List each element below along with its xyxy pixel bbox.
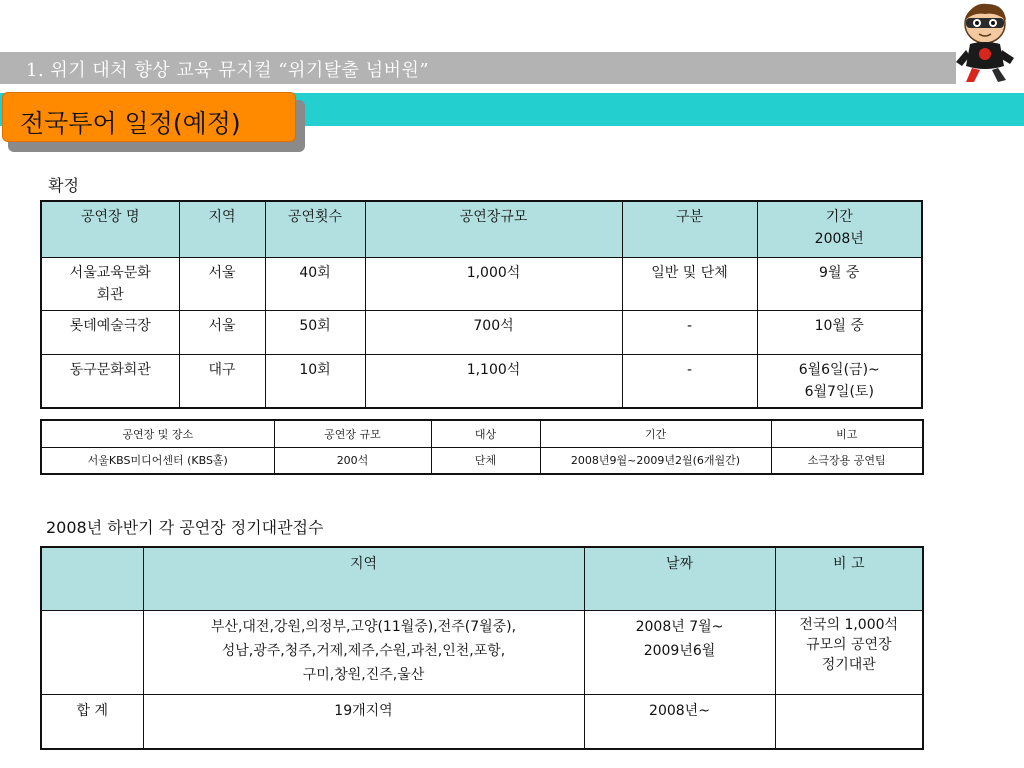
column-header: 날짜 (584, 547, 775, 610)
table-row (41, 447, 923, 474)
section-title: 전국투어 일정(예정) (20, 109, 241, 138)
column-header: 비고 (771, 420, 923, 447)
second-half-label: 2008년 하반기 각 공연장 정기대관접수 (46, 518, 324, 537)
date-line: 2009년6월 (643, 642, 716, 659)
column-header: 기간 (825, 209, 853, 225)
venue-cell (41, 257, 179, 310)
period-cell: 2008년9월~2009년2월(6개월간) (540, 447, 771, 474)
regions-line: 구미,창원,진주,울산 (302, 666, 425, 683)
size-cell: 700석 (365, 310, 622, 354)
target-cell: 단체 (431, 447, 540, 474)
date-line: 2008년 7월~ (635, 618, 724, 635)
count-cell: 50회 (265, 310, 365, 354)
count-cell: 10회 (265, 354, 365, 408)
regions-cell (143, 610, 584, 694)
column-header (41, 547, 143, 610)
table-row-total (41, 694, 923, 749)
column-header-period (757, 201, 922, 257)
note-cell: 소극장용 공연팀 (771, 447, 923, 474)
venue-cell: 서울KBS미디어센터 (KBS홀) (41, 447, 274, 474)
period-cell (757, 257, 922, 310)
column-header: 공연장 및 장소 (41, 420, 274, 447)
column-header: 지역 (179, 201, 265, 257)
table-row (41, 354, 922, 408)
table-row (41, 310, 922, 354)
venue-name: 서울교육문화 (69, 264, 151, 281)
column-header-year: 2008년 (814, 231, 864, 247)
period-cell (757, 310, 922, 354)
table-header-row (41, 201, 922, 257)
type-cell: 일반 및 단체 (622, 257, 757, 310)
period-text: 9월 중 (819, 264, 860, 281)
confirmed-table (40, 200, 923, 409)
column-header: 기간 (540, 420, 771, 447)
column-header: 공연장 명 (41, 201, 179, 257)
period-text: 6월6일(금)~ (798, 361, 880, 378)
mascot-character-icon (952, 0, 1018, 84)
region-cell: 서울 (179, 257, 265, 310)
total-date-cell: 2008년~ (584, 694, 775, 749)
total-regions-cell: 19개지역 (143, 694, 584, 749)
column-header: 구분 (622, 201, 757, 257)
venue-name: 롯데예술극장 (69, 317, 151, 334)
kbs-table (40, 419, 924, 475)
note-line: 전국의 1,000석 (799, 616, 899, 633)
region-cell: 서울 (179, 310, 265, 354)
column-header: 대상 (431, 420, 540, 447)
regions-line: 성남,광주,청주,거제,제주,수원,과천,인천,포항, (221, 642, 506, 659)
note-cell (775, 610, 923, 694)
region-cell: 대구 (179, 354, 265, 408)
confirmed-label: 확정 (48, 176, 79, 195)
date-cell (584, 610, 775, 694)
total-label-cell: 합 계 (41, 694, 143, 749)
row-head-cell (41, 610, 143, 694)
table-row (41, 610, 923, 694)
size-cell: 1,000석 (365, 257, 622, 310)
venue-name-cont: 회관 (96, 286, 124, 303)
slide-header-title: 1. 위기 대처 향상 교육 뮤지컬 “위기탈출 넘버원” (26, 60, 430, 81)
venue-cell (41, 310, 179, 354)
column-header: 공연장 규모 (274, 420, 431, 447)
count-cell: 40회 (265, 257, 365, 310)
size-cell: 200석 (274, 447, 431, 474)
period-cell (757, 354, 922, 408)
venue-cell (41, 354, 179, 408)
second-half-table (40, 546, 924, 750)
table-header-row (41, 420, 923, 447)
table-header-row (41, 547, 923, 610)
column-header: 공연횟수 (265, 201, 365, 257)
note-line: 정기대관 (821, 656, 876, 673)
regions-line: 부산,대전,강원,의정부,고양(11월중),전주(7월중), (210, 618, 517, 635)
type-cell: - (622, 354, 757, 408)
table-row (41, 257, 922, 310)
total-note-cell (775, 694, 923, 749)
venue-name: 동구문화회관 (69, 361, 151, 378)
period-text: 10월 중 (814, 317, 864, 334)
note-line: 규모의 공연장 (805, 636, 892, 653)
type-cell: - (622, 310, 757, 354)
column-header: 비 고 (775, 547, 923, 610)
column-header: 지역 (143, 547, 584, 610)
size-cell: 1,100석 (365, 354, 622, 408)
column-header: 공연장규모 (365, 201, 622, 257)
period-text-cont: 6월7일(토) (804, 383, 874, 400)
